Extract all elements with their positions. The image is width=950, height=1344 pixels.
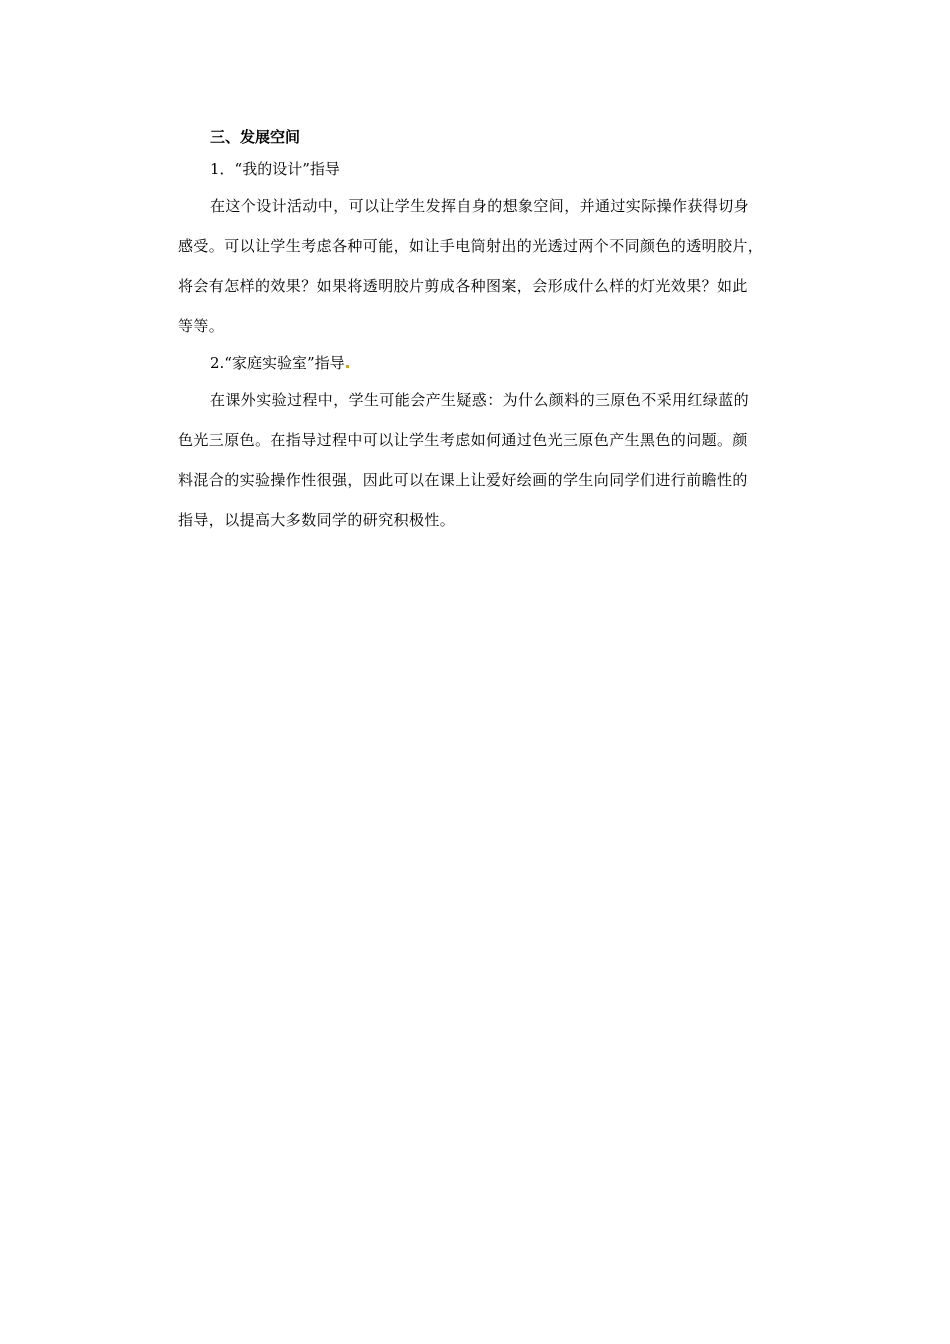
paragraph-line: 色光三原色。在指导过程中可以让学生考虑如何通过色光三原色产生黑色的问题。颜 (178, 431, 748, 449)
item2-paragraph (178, 380, 818, 540)
paragraph-line: 料混合的实验操作性很强，因此可以在课上让爱好绘画的学生向同学们进行前瞻性的 (178, 471, 748, 489)
paragraph-line: 指导，以提高大多数同学的研究积极性。 (178, 511, 456, 529)
document-body (178, 122, 818, 540)
item1-heading: 1．“我的设计”指导 (210, 160, 340, 178)
item2-heading (178, 346, 818, 380)
item2-heading-text: 2.“家庭实验室”指导 (210, 354, 345, 372)
paragraph-line: 在这个设计活动中，可以让学生发挥自身的想象空间，并通过实际操作获得切身 (210, 197, 750, 215)
section-heading: 三、发展空间 (210, 128, 301, 146)
paragraph-line: 感受。可以让学生考虑各种可能，如让手电筒射出的光透过两个不同颜色的透明胶片， (178, 237, 764, 255)
paragraph-line: 在课外实验过程中，学生可能会产生疑惑：为什么颜料的三原色不采用红绿蓝的 (210, 391, 750, 409)
item1-paragraph (178, 186, 818, 346)
paragraph-line: 等等。 (178, 317, 225, 335)
paragraph-line: 将会有怎样的效果？如果将透明胶片剪成各种图案，会形成什么样的灯光效果？如此 (178, 277, 748, 295)
text-cursor-mark (346, 365, 349, 368)
